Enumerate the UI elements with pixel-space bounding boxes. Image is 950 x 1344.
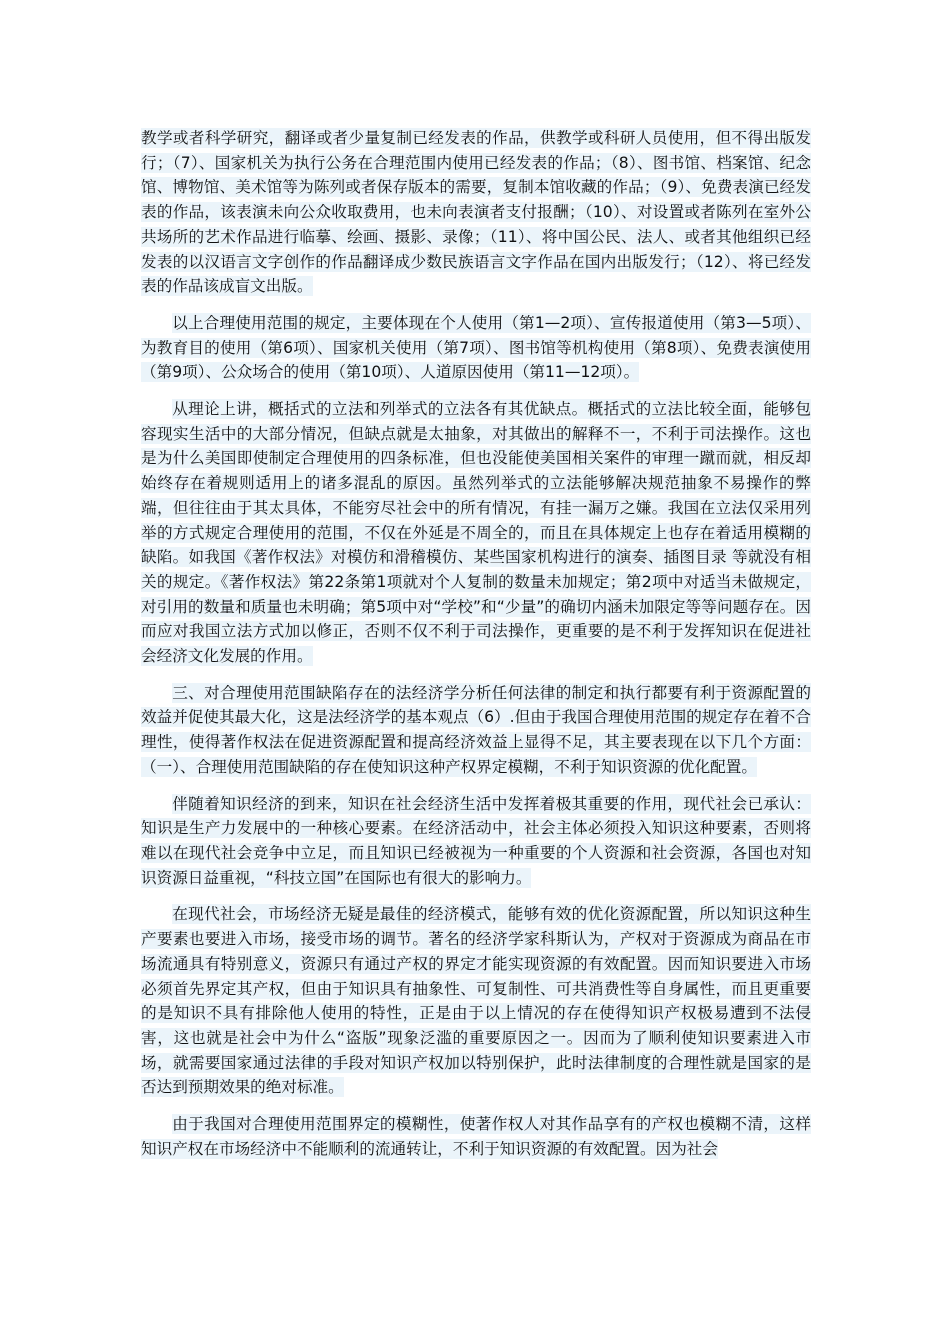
- paragraph: [141, 792, 811, 891]
- paragraph-text: 伴随着知识经济的到来，知识在社会经济生活中发挥着极其重要的作用，现代社会已承认：知识是生产力发展中的一种核心要素。在经济活动中，社会主体必须投入知识这种要素，否则将难以在现代社会竞争中立足，而且知识已经被视为一种重要的个人资源和社会资源，各国也对知识资源日益重视，“科技立国”在国际也有很大的影响力。: [141, 794, 811, 887]
- paragraph-text: 由于我国对合理使用范围界定的模糊性，使著作权人对其作品享有的产权也模糊不清，这样知识产权在市场经济中不能顺利的流通转让，不利于知识资源的有效配置。因为社会: [141, 1115, 811, 1158]
- paragraph: [141, 681, 811, 780]
- paragraph-text: 在现代社会，市场经济无疑是最佳的经济模式，能够有效的优化资源配置，所以知识这种生产要素也要进入市场，接受市场的调节。著名的经济学家科斯认为，产权对于资源成为商品在市场流通具有特别意义，资源只有通过产权的界定才能实现资源的有效配置。因而知识要进入市场必须首先界定其产权，但由于知识具有抽象性、可复制性、可共消费性等自身属性，而且更重要的是知识不具有排除他人使用的特性，正是由于以上情况的存在使得知识产权极易遭到不法侵害，这也就是社会中为什么“盗版”现象泛滥的重要原因之一。因而为了顺利使知识要素进入市场，就需要国家通过法律的手段对知识产权加以特别保护，此时法律制度的合理性就是国家的是否达到预期效果的绝对标准。: [141, 905, 811, 1097]
- document-body: [141, 126, 811, 1173]
- paragraph: [141, 126, 811, 299]
- paragraph: [141, 311, 811, 385]
- paragraph: [141, 1112, 811, 1161]
- paragraph: [141, 902, 811, 1100]
- paragraph-text: 以上合理使用范围的规定，主要体现在个人使用（第1—2项）、宣传报道使用（第3—5项）、为教育目的使用（第6项）、国家机关使用（第7项）、图书馆等机构使用（第8项）、免费表演使用（第9项）、公众场合的使用（第10项）、人道原因使用（第11—12项）。: [141, 313, 811, 382]
- paragraph-text: 三、对合理使用范围缺陷存在的法经济学分析任何法律的制定和执行都要有利于资源配置的效益并促使其最大化，这是法经济学的基本观点（6）.但由于我国合理使用范围的规定存在着不合理性，使得著作权法在促进资源配置和提高经济效益上显得不足，其主要表现在以下几个方面：（一）、合理使用范围缺陷的存在使知识这种产权界定模糊，不利于知识资源的优化配置。: [141, 683, 811, 776]
- paragraph-text: 教学或者科学研究，翻译或者少量复制已经发表的作品，供教学或科研人员使用，但不得出版发行；（7）、国家机关为执行公务在合理范围内使用已经发表的作品；（8）、图书馆、档案馆、纪念馆、博物馆、美术馆等为陈列或者保存版本的需要，复制本馆收藏的作品；（9）、免费表演已经发表的作品，该表演未向公众收取费用，也未向表演者支付报酬；（10）、对设置或者陈列在室外公共场所的艺术作品进行临摹、绘画、摄影、录像；（11）、将中国公民、法人、或者其他组织已经发表的以汉语言文字创作的作品翻译成少数民族语言文字作品在国内出版发行；（12）、将已经发表的作品该成盲文出版。: [141, 129, 811, 296]
- paragraph: [141, 397, 811, 669]
- paragraph-text: 从理论上讲，概括式的立法和列举式的立法各有其优缺点。概括式的立法比较全面，能够包容现实生活中的大部分情况，但缺点就是太抽象，对其做出的解释不一，不利于司法操作。这也是为什么美国即使制定合理使用的四条标准，但也没能使美国相关案件的审理一蹴而就，相反却始终存在着规则适用上的诸多混乱的原因。虽然列举式的立法能够解决规范抽象不易操作的弊端，但往往由于其太具体，不能穷尽社会中的所有情况，有挂一漏万之嫌。我国在立法仅采用列举的方式规定合理使用的范围，不仅在外延是不周全的，而且在具体规定上也存在着适用模糊的缺陷。如我国《著作权法》对模仿和滑稽模仿、某些国家机构进行的演奏、插图目录 等就没有相关的规定。《著作权法》第22条第1项就对个人复制的数量未加规定；第2项中对适当未做规定，对引用的数量和质量也未明确；第5项中对“学校”和“少量”的确切内涵未加限定等等问题存在。因而应对我国立法方式加以修正，否则不仅不利于司法操作，更重要的是不利于发挥知识在促进社会经济文化发展的作用。: [141, 400, 811, 666]
